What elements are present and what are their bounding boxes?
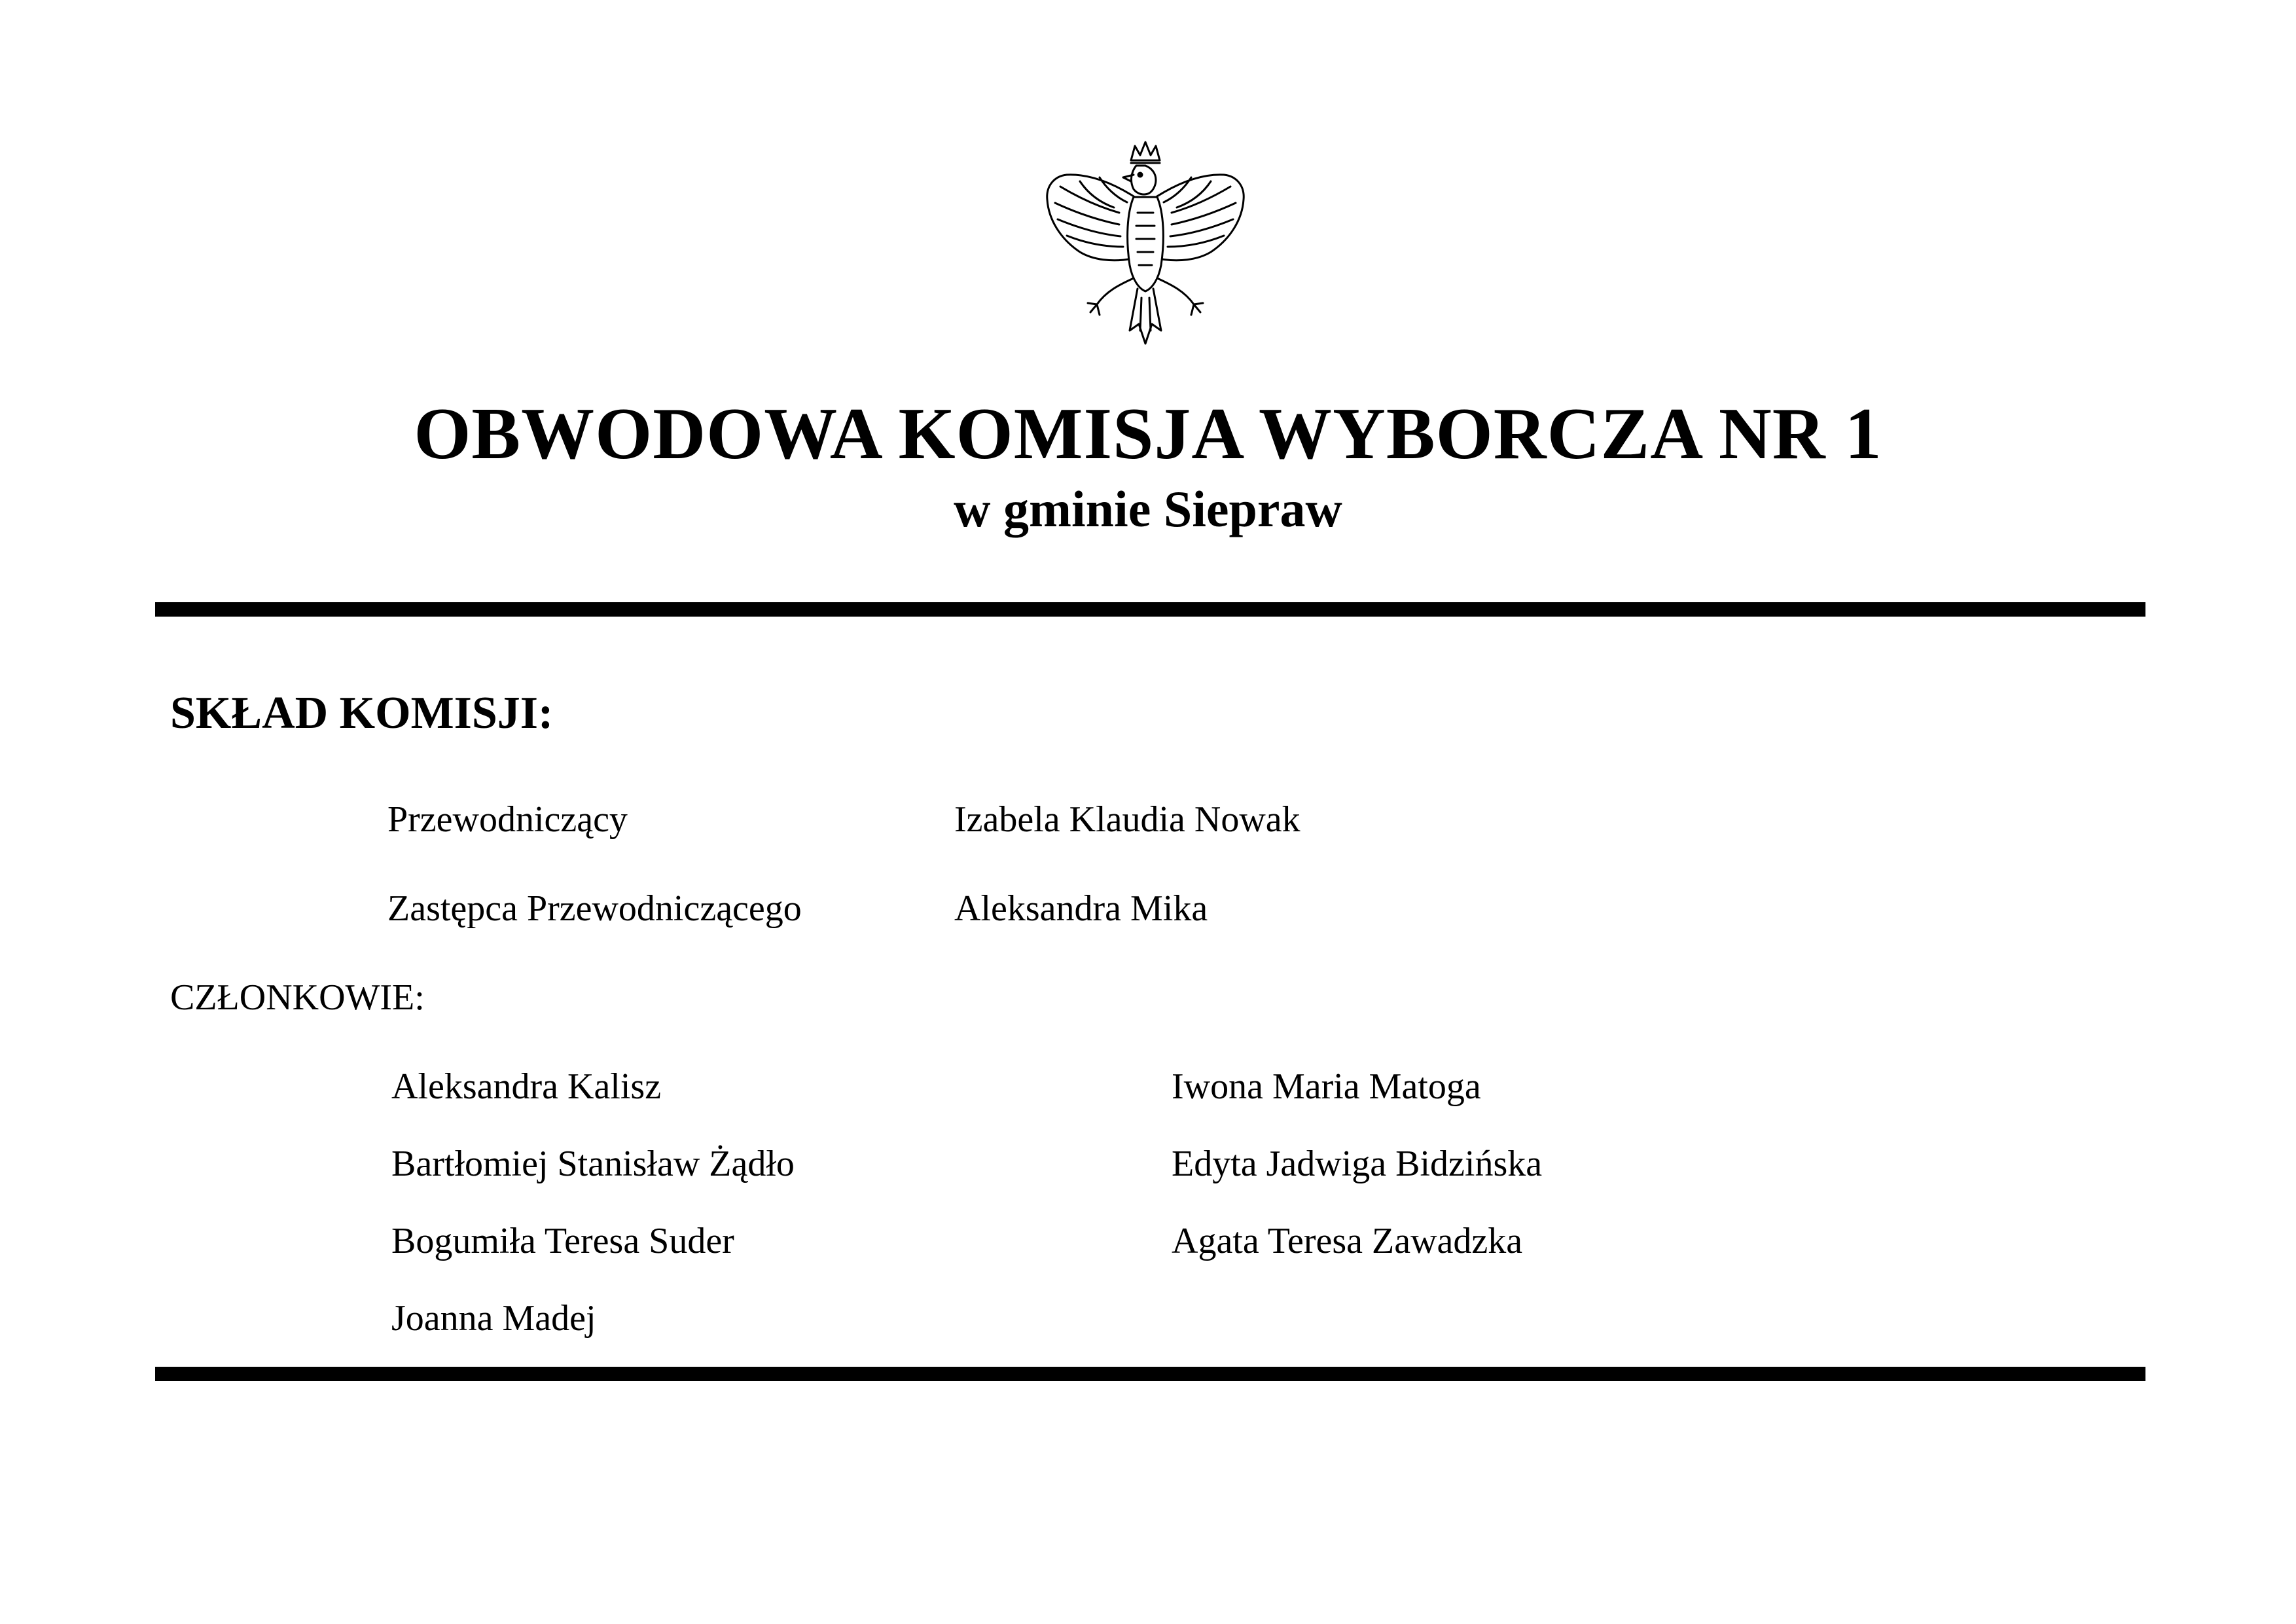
member-name: Agata Teresa Zawadzka [1172, 1221, 1523, 1261]
member-name: Bogumiła Teresa Suder [391, 1221, 734, 1261]
bottom-divider [155, 1367, 2145, 1381]
document-title: OBWODOWA KOMISJA WYBORCZA NR 1 [414, 393, 1882, 475]
chair-label: Przewodniczący [387, 799, 628, 840]
member-name: Edyta Jadwiga Bidzińska [1172, 1144, 1543, 1184]
member-name: Joanna Madej [391, 1298, 596, 1339]
section-heading: SKŁAD KOMISJI: [170, 688, 554, 738]
member-name: Bartłomiej Stanisław Żądło [391, 1144, 795, 1184]
top-divider [155, 602, 2145, 617]
member-name: Iwona Maria Matoga [1172, 1066, 1481, 1107]
chair-name: Izabela Klaudia Nowak [954, 799, 1300, 840]
deputy-name: Aleksandra Mika [954, 888, 1208, 929]
eagle-emblem [1041, 134, 1250, 357]
document-subtitle: w gminie Siepraw [954, 480, 1342, 537]
deputy-label: Zastępca Przewodniczącego [387, 888, 802, 929]
member-name: Aleksandra Kalisz [391, 1066, 662, 1107]
members-label: CZŁONKOWIE: [170, 977, 425, 1018]
